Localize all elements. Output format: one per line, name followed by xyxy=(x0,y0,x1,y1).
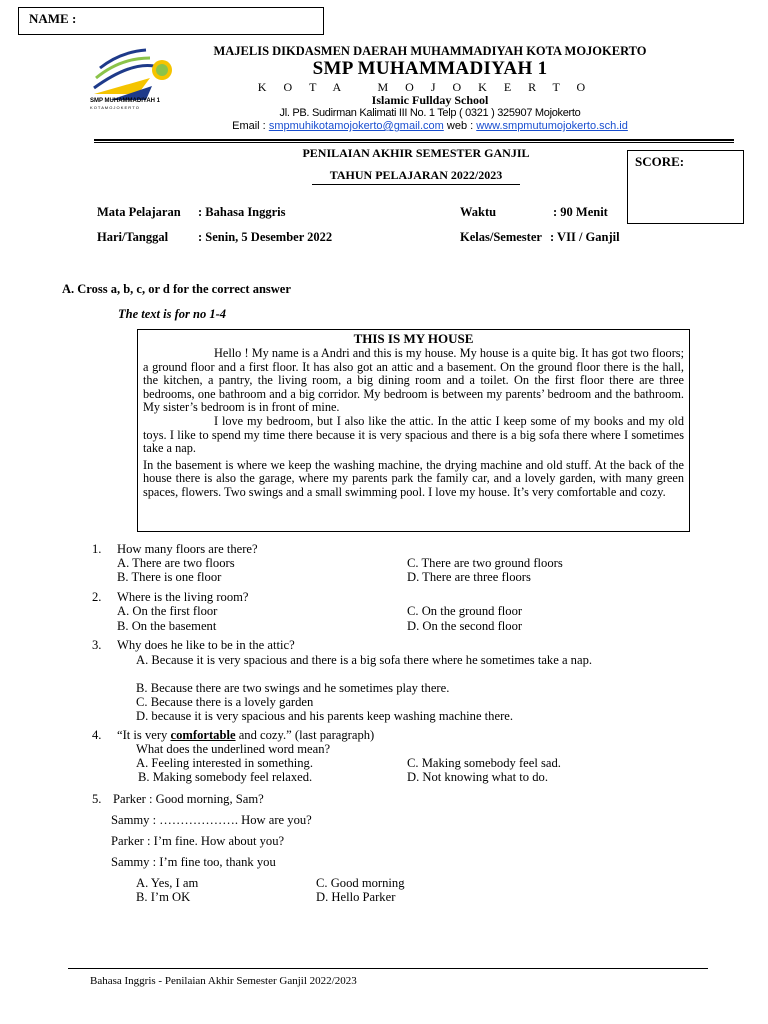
q3-option-b[interactable]: B. Because there are two swings and he sometimes play there. xyxy=(136,681,450,695)
header-divider xyxy=(94,139,734,141)
exam-year-underline xyxy=(312,184,520,185)
time-value: : 90 Menit xyxy=(553,205,608,219)
q4-quote xyxy=(117,728,374,742)
q4-option-d[interactable]: D. Not knowing what to do. xyxy=(407,770,548,784)
q5-dialog-2: Sammy : ………………. How are you? xyxy=(111,813,312,827)
q4-option-a[interactable]: A. Feeling interested in something. xyxy=(136,756,313,770)
q2-option-a[interactable]: A. On the first floor xyxy=(117,604,218,618)
header-divider-thin xyxy=(94,142,734,143)
time-label: Waktu xyxy=(460,205,497,219)
header-address: Jl. PB. Sudirman Kalimati III No. 1 Telp ( 0321 ) 325907 Mojokerto xyxy=(279,107,581,119)
q5-number: 5. xyxy=(92,792,102,806)
subject-label: Mata Pelajaran xyxy=(97,205,181,219)
score-box xyxy=(627,150,744,224)
q2-option-b[interactable]: B. On the basement xyxy=(117,619,217,633)
reading-paragraph-3: In the basement is where we keep the washing machine, the drying machine and old stuff. At the back of the house there is also the garage, where my parents park the family car, and a lovely garden, with many green spaces, flowers. Two swings and a small swimming pool. I love my house. It’s very comfortable and cozy. xyxy=(143,457,684,499)
q1-text: How many floors are there? xyxy=(117,542,258,556)
q4-underlined-word: comfortable xyxy=(170,728,236,742)
header-city: KOTA MOJOKERTO xyxy=(257,80,603,94)
q5-option-b[interactable]: B. I’m OK xyxy=(136,890,191,904)
name-label: NAME : xyxy=(29,11,77,26)
q3-number: 3. xyxy=(92,638,102,652)
subject-value: : Bahasa Inggris xyxy=(198,205,286,219)
q5-dialog-1: Parker : Good morning, Sam? xyxy=(113,792,264,806)
page-footer: Bahasa Inggris - Penilaian Akhir Semester Ganjil 2022/2023 xyxy=(90,975,357,987)
q3-option-c[interactable]: C. Because there is a lovely garden xyxy=(136,695,314,709)
section-a-instruction: A. Cross a, b, c, or d for the correct answer xyxy=(62,282,291,296)
header-council: MAJELIS DIKDASMEN DAERAH MUHAMMADIYAH KOTA MOJOKERTO xyxy=(213,44,647,58)
exam-year: TAHUN PELAJARAN 2022/2023 xyxy=(329,168,503,182)
q5-option-c[interactable]: C. Good morning xyxy=(316,876,405,890)
q5-dialog-4: Sammy : I’m fine too, thank you xyxy=(111,855,276,869)
q2-option-c[interactable]: C. On the ground floor xyxy=(407,604,523,618)
text-intro: The text is for no 1-4 xyxy=(118,307,226,321)
day-label: Hari/Tanggal xyxy=(97,230,169,244)
class-value: : VII / Ganjil xyxy=(550,230,620,244)
web-link[interactable]: www.smpmutumojokerto.sch.id xyxy=(476,120,628,132)
q2-option-d[interactable]: D. On the second floor xyxy=(407,619,523,633)
class-label: Kelas/Semester xyxy=(460,230,542,244)
q5-option-d[interactable]: D. Hello Parker xyxy=(316,890,396,904)
q2-number: 2. xyxy=(92,590,102,604)
q5-option-a[interactable]: A. Yes, I am xyxy=(136,876,199,890)
exam-title: PENILAIAN AKHIR SEMESTER GANJIL xyxy=(302,146,530,160)
q4-quote-post: and cozy.” (last paragraph) xyxy=(235,728,375,742)
header-contact xyxy=(130,120,730,132)
q4-option-c[interactable]: C. Making somebody feel sad. xyxy=(407,756,561,770)
footer-divider xyxy=(68,968,708,969)
q3-option-a[interactable]: A. Because it is very spacious and there is a big sofa there where he sometimes take a nap. xyxy=(136,653,593,667)
reading-text-box xyxy=(137,329,690,532)
q4-number: 4. xyxy=(92,728,102,742)
header-school-name: SMP MUHAMMADIYAH 1 xyxy=(312,58,548,79)
q4-quote-pre: “It is very xyxy=(117,728,171,742)
q5-dialog-3: Parker : I’m fine. How about you? xyxy=(111,834,285,848)
reading-title: THIS IS MY HOUSE xyxy=(353,331,474,346)
score-label: SCORE: xyxy=(635,154,685,169)
q1-option-b[interactable]: B. There is one floor xyxy=(117,570,222,584)
day-value: : Senin, 5 Desember 2022 xyxy=(198,230,333,244)
header-tagline: Islamic Fullday School xyxy=(371,93,489,107)
q3-text: Why does he like to be in the attic? xyxy=(117,638,295,652)
q2-text: Where is the living room? xyxy=(117,590,249,604)
q4-option-b[interactable]: B. Making somebody feel relaxed. xyxy=(138,770,313,784)
name-box xyxy=(18,7,324,35)
q1-option-c[interactable]: C. There are two ground floors xyxy=(407,556,563,570)
email-link[interactable]: smpmuhikotamojokerto@gmail.com xyxy=(268,120,444,132)
reading-paragraph-2: I love my bedroom, but I also like the attic. In the attic I keep some of my books and my old toys. I like to spend my time there because it is very spacious and there is a big sofa there where I sometimes take a nap. xyxy=(143,413,684,456)
q3-option-d[interactable]: D. because it is very spacious and his parents keep washing machine there. xyxy=(136,709,513,723)
logo-subcaption: K O T A M O J O K E R T O xyxy=(90,105,139,110)
q1-option-d[interactable]: D. There are three floors xyxy=(407,570,531,584)
q4-text: What does the underlined word mean? xyxy=(136,742,331,756)
q1-number: 1. xyxy=(92,542,102,556)
web-label: web : xyxy=(446,120,474,132)
logo-caption: SMP MUHAMMADIYAH 1 xyxy=(90,98,161,104)
q1-option-a[interactable]: A. There are two floors xyxy=(117,556,235,570)
email-label: Email : xyxy=(232,120,266,132)
reading-paragraph-1: Hello ! My name is a Andri and this is my house. My house is a quite big. It has got two floors; a ground floor and a first floor. It has also got an attic and a basement. On the ground floor there is the hall, the kitchen, a pantry, the living room, a big dining room and a toilet. On the first floor there are three bedrooms, one bathroom and a big corridor. My bedroom is between my parents’ bedroom and the bathroom. My sister’s bedroom is in front of mine. xyxy=(143,346,684,415)
